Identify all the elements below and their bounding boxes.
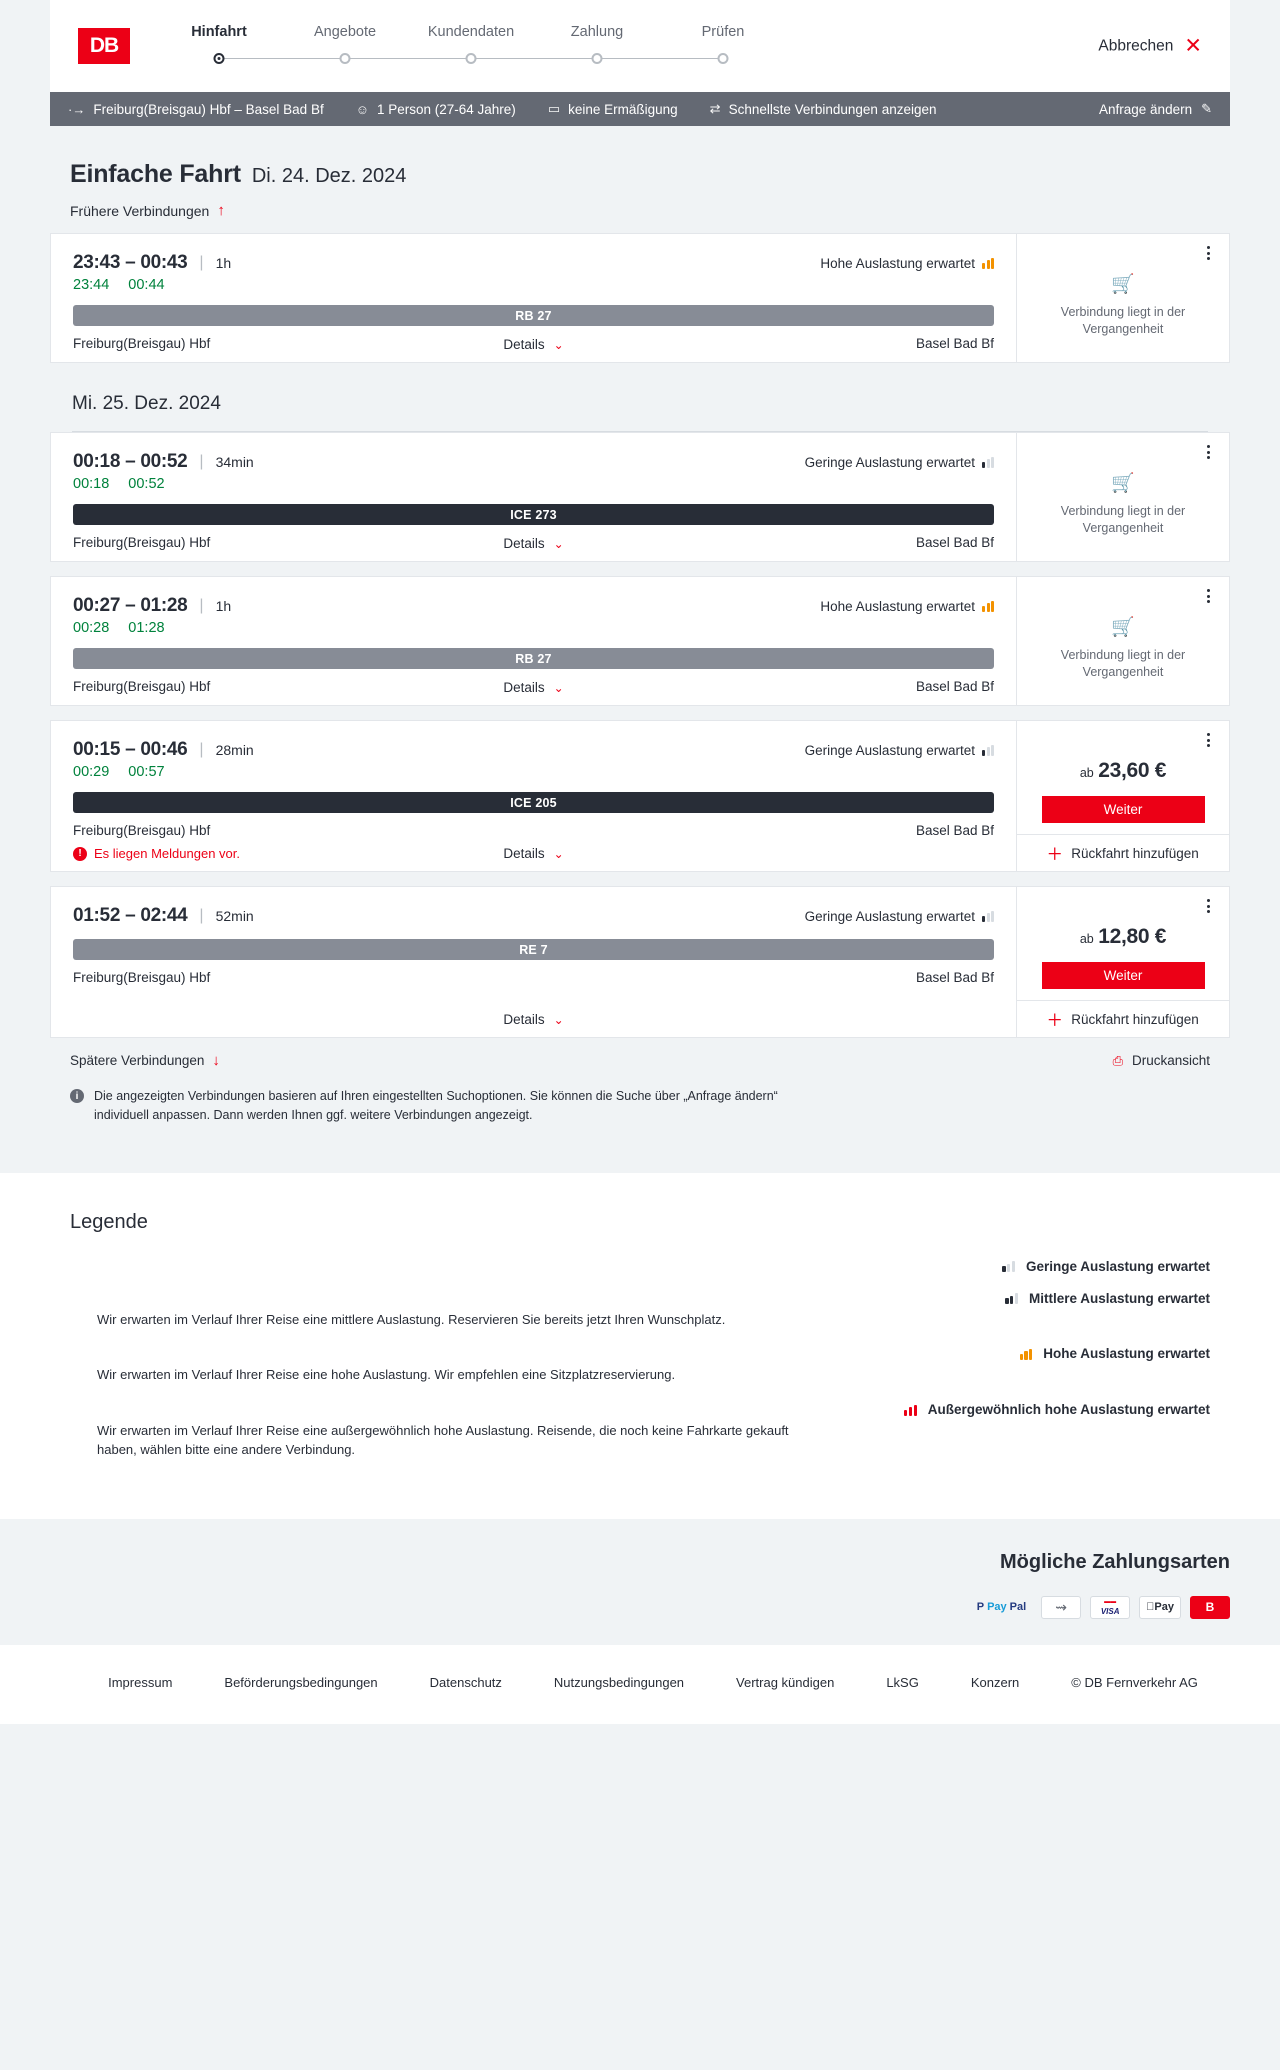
footer-link-datenschutz[interactable]: Datenschutz <box>429 1674 502 1690</box>
occupancy-bars-icon <box>982 911 994 922</box>
price-block <box>1042 759 1205 823</box>
query-option-label: Schnellste Verbindungen anzeigen <box>728 101 937 117</box>
connection-duration: 28min <box>215 742 254 758</box>
step-angebote[interactable] <box>282 24 408 75</box>
footer-region <box>0 1645 1280 1724</box>
arrow-down-icon: ↓ <box>212 1052 220 1069</box>
connection-card[interactable] <box>50 432 1230 562</box>
step-label: Prüfen <box>701 23 745 40</box>
legend-item-title: Hohe Auslastung erwartet <box>1043 1346 1210 1362</box>
connection-time: 23:43 – 00:43 <box>73 252 188 273</box>
connection-duration: 1h <box>215 255 232 271</box>
connection-card[interactable] <box>50 720 1230 872</box>
occupancy-bars-icon <box>1020 1348 1033 1360</box>
payment-region <box>0 1519 1280 1645</box>
legend-item-title: Mittlere Auslastung erwartet <box>1028 1290 1210 1306</box>
connection-time: 01:52 – 02:44 <box>73 905 188 926</box>
connection-details <box>51 721 1016 871</box>
occupancy-indicator <box>1005 1292 1018 1304</box>
change-query-button[interactable] <box>1099 101 1216 117</box>
change-query-label: Anfrage ändern <box>1099 101 1193 117</box>
visa-icon: ▬▬ VISA <box>1090 1596 1130 1619</box>
person-icon: ☺ <box>355 101 369 117</box>
station-from: Freiburg(Breisgau) Hbf <box>73 336 211 351</box>
chevron-down-icon: ⌄ <box>553 337 564 352</box>
legend-item <box>70 1402 1210 1460</box>
connection-duration: 34min <box>215 454 254 470</box>
legend-item-desc: Wir erwarten im Verlauf Ihrer Reise eine außergewöhnlich hohe Auslastung. Reisende, die noch keine Fahrkarte gekauft haben, wählen bitte eine andere Verbindung. <box>97 1423 789 1458</box>
connection-time: 00:27 – 01:28 <box>73 595 188 616</box>
info-icon: i <box>70 1089 84 1103</box>
progress-steps <box>156 24 786 75</box>
main-content <box>50 126 1230 1125</box>
chevron-down-icon: ⌄ <box>553 1012 564 1027</box>
payment-icons <box>971 1596 1230 1619</box>
search-note-text: Die angezeigten Verbindungen basieren auf Ihren eingestellten Suchoptionen. Sie können die Suche über „Anfrage ändern“ individuell anpassen. Dann werden Ihnen ggf. weitere Verbindungen angezeigt. <box>94 1089 778 1122</box>
legend-item-desc: Wir erwarten im Verlauf Ihrer Reise eine hohe Auslastung. Wir empfehlen eine Sitzplatzreservierung. <box>97 1367 676 1383</box>
occupancy-label: Hohe Auslastung erwartet <box>820 598 975 614</box>
occupancy-bars-icon <box>904 1404 917 1416</box>
query-route[interactable] <box>64 102 340 117</box>
actual-times <box>73 620 994 636</box>
query-passengers-label: 1 Person (27-64 Jahre) <box>376 101 516 117</box>
more-options-icon[interactable] <box>1199 244 1217 262</box>
train-badge: RE 7 <box>73 939 994 960</box>
occupancy-indicator <box>1020 1348 1033 1360</box>
filter-icon: ⇄ <box>709 101 721 116</box>
step-pruefen[interactable] <box>660 24 786 75</box>
footer-link-nutzungsbedingungen[interactable]: Nutzungsbedingungen <box>553 1674 685 1690</box>
step-label: Hinfahrt <box>191 23 247 40</box>
occupancy-bars-icon <box>1005 1292 1018 1304</box>
query-passengers[interactable] <box>340 102 532 117</box>
past-connection-notice <box>1033 272 1213 338</box>
details-label: Details <box>503 337 545 352</box>
station-to: Basel Bad Bf <box>915 535 994 550</box>
connection-card[interactable] <box>50 233 1230 363</box>
actual-times <box>73 764 994 780</box>
legend-region <box>0 1173 1280 1519</box>
step-label: Zahlung <box>570 23 624 40</box>
station-from: Freiburg(Breisgau) Hbf <box>73 679 211 694</box>
details-toggle[interactable] <box>51 680 1016 695</box>
print-view-label: Druckansicht <box>1131 1053 1210 1068</box>
add-return-trip-button[interactable] <box>1017 834 1229 871</box>
details-label: Details <box>503 536 545 551</box>
legend-item <box>70 1291 1210 1330</box>
details-label: Details <box>503 1012 545 1027</box>
earlier-connections-button[interactable] <box>50 202 1230 219</box>
price-prefix: ab <box>1079 932 1094 946</box>
connection-times: 01:52 – 02:44 | 52min Geringe Auslastung erwartet <box>73 905 994 927</box>
legend-item-title: Außergewöhnlich hohe Auslastung erwartet <box>927 1402 1210 1418</box>
day-divider <box>50 393 1230 432</box>
chevron-down-icon: ⌄ <box>553 846 564 861</box>
payment-methods <box>50 1551 1230 1619</box>
step-kundendaten[interactable] <box>408 24 534 75</box>
connection-time: 00:18 – 00:52 <box>73 451 188 472</box>
legend-item-desc: Wir erwarten im Verlauf Ihrer Reise eine mittlere Auslastung. Reservieren Sie bereits jetzt Ihren Wunschplatz. <box>97 1311 726 1327</box>
past-connection-notice <box>1033 471 1213 537</box>
print-view-button[interactable] <box>1113 1053 1210 1069</box>
actual-arrival: 00:57 <box>128 764 165 780</box>
occupancy-indicator <box>820 256 994 271</box>
actual-arrival: 00:52 <box>128 476 165 492</box>
legend-item <box>70 1259 1210 1274</box>
occupancy-indicator <box>805 455 994 470</box>
past-connection-text: Verbindung liegt in der Vergangenheit <box>1060 305 1186 336</box>
connection-message-label: Es liegen Meldungen vor. <box>94 846 240 861</box>
step-dot-icon <box>466 53 477 64</box>
chevron-down-icon: ⌄ <box>553 536 564 551</box>
query-discount-label: keine Ermäßigung <box>568 101 678 117</box>
actual-arrival: 01:28 <box>128 620 165 636</box>
station-to: Basel Bad Bf <box>915 823 994 838</box>
cart-disabled-icon: 🛒 <box>1111 617 1135 638</box>
occupancy-label: Geringe Auslastung erwartet <box>804 908 975 924</box>
price-value: 12,80 € <box>1098 925 1167 948</box>
occupancy-indicator <box>820 599 994 614</box>
occupancy-label: Hohe Auslastung erwartet <box>820 255 975 271</box>
occupancy-bars-icon <box>982 601 994 612</box>
train-badge: RB 27 <box>73 648 994 669</box>
connection-duration: 52min <box>215 908 254 924</box>
station-from: Freiburg(Breisgau) Hbf <box>73 970 211 985</box>
legend-title: Legende <box>70 1210 148 1233</box>
details-toggle[interactable] <box>51 536 1016 551</box>
connection-times: 00:27 – 01:28 | 1h Hohe Auslastung erwartet <box>73 595 994 617</box>
connection-times: 00:15 – 00:46 | 28min Geringe Auslastung erwartet <box>73 739 994 761</box>
legend-item <box>70 1346 1210 1385</box>
page-title-main: Einfache Fahrt <box>70 160 241 188</box>
connection-action-panel <box>1016 887 1229 1037</box>
station-from: Freiburg(Breisgau) Hbf <box>73 823 211 838</box>
page-title-date: Di. 24. Dez. 2024 <box>251 165 407 187</box>
past-connection-text: Verbindung liegt in der Vergangenheit <box>1060 504 1186 535</box>
step-zahlung[interactable] <box>534 24 660 75</box>
route-arrow-icon: ·→ <box>68 101 86 117</box>
close-icon: ✕ <box>1184 34 1202 58</box>
cart-disabled-icon: 🛒 <box>1111 473 1135 494</box>
card-icon: ▭ <box>547 101 561 116</box>
connection-details <box>51 234 1016 362</box>
connection-times: 23:43 – 00:43 | 1h Hohe Auslastung erwartet <box>73 252 994 274</box>
plus-icon: ＋ <box>1047 1011 1063 1029</box>
occupancy-indicator <box>904 1404 917 1416</box>
occupancy-bars-icon <box>982 745 994 756</box>
legend-item-title: Geringe Auslastung erwartet <box>1025 1258 1210 1274</box>
occupancy-indicator <box>1002 1260 1015 1272</box>
details-label: Details <box>503 680 545 695</box>
connection-times: 00:18 – 00:52 | 34min Geringe Auslastung erwartet <box>73 451 994 473</box>
bahn-bonus-icon: B <box>1190 1596 1230 1619</box>
connection-time: 00:15 – 00:46 <box>73 739 188 760</box>
step-dot-icon <box>592 53 603 64</box>
connection-card[interactable] <box>50 576 1230 706</box>
printer-icon: ⎙ <box>1112 1052 1123 1068</box>
arrow-up-icon: ↑ <box>217 202 225 219</box>
footer-links <box>0 1675 1280 1690</box>
search-note <box>50 1069 840 1125</box>
price-block <box>1042 925 1205 989</box>
station-to: Basel Bad Bf <box>915 970 994 985</box>
alert-icon: ! <box>73 847 87 861</box>
more-options-icon[interactable] <box>1199 443 1217 461</box>
station-from: Freiburg(Breisgau) Hbf <box>73 535 211 550</box>
connection-action-panel <box>1016 721 1229 871</box>
actual-departure: 00:29 <box>73 764 110 780</box>
connection-duration: 1h <box>215 598 232 614</box>
header-region <box>0 0 1280 92</box>
occupancy-indicator <box>805 909 994 924</box>
sepa-lastschrift-icon: ⇝ <box>1041 1596 1081 1619</box>
step-hinfahrt[interactable] <box>156 24 282 75</box>
footer-link-konzern[interactable]: Konzern <box>970 1674 1020 1690</box>
continue-button[interactable]: Weiter <box>1042 796 1205 823</box>
connection-details <box>51 887 1016 1037</box>
apple-pay-icon: Pay <box>1139 1596 1181 1619</box>
connection-details <box>51 433 1016 561</box>
cart-disabled-icon: 🛒 <box>1111 274 1135 295</box>
footer-copyright: © DB Fernverkehr AG <box>1071 1674 1198 1690</box>
more-options-icon[interactable] <box>1199 897 1217 915</box>
later-connections-label: Spätere Verbindungen <box>70 1053 205 1068</box>
connection-card[interactable] <box>50 886 1230 1038</box>
connection-action-panel <box>1016 433 1229 561</box>
add-return-trip-label: Rückfahrt hinzufügen <box>1071 1011 1199 1027</box>
earlier-connections-label: Frühere Verbindungen <box>70 202 210 219</box>
continue-button[interactable]: Weiter <box>1042 962 1205 989</box>
chevron-down-icon: ⌄ <box>553 680 564 695</box>
app-header <box>50 0 1230 92</box>
actual-times <box>73 476 994 492</box>
step-label: Angebote <box>313 23 377 40</box>
actual-departure: 23:44 <box>73 277 110 293</box>
train-badge: ICE 205 <box>73 792 994 813</box>
plus-icon: ＋ <box>1047 845 1063 863</box>
payment-title: Mögliche Zahlungsarten <box>999 1550 1230 1573</box>
footer-link-vertrag-kuendigen[interactable]: Vertrag kündigen <box>736 1674 835 1690</box>
connection-details <box>51 577 1016 705</box>
cancel-button[interactable] <box>1098 36 1202 57</box>
add-return-trip-label: Rückfahrt hinzufügen <box>1071 845 1199 861</box>
footer-link-befoerderungsbedingungen[interactable]: Beförderungsbedingungen <box>224 1674 378 1690</box>
query-summary-bar <box>50 92 1230 126</box>
more-options-icon[interactable] <box>1199 587 1217 605</box>
connection-action-panel <box>1016 234 1229 362</box>
stations-row <box>73 823 994 838</box>
past-connection-text: Verbindung liegt in der Vergangenheit <box>1060 648 1186 679</box>
day-divider-label: Mi. 25. Dez. 2024 <box>72 393 221 414</box>
actual-times <box>73 277 994 293</box>
more-options-icon[interactable] <box>1199 731 1217 749</box>
query-option[interactable] <box>694 101 953 117</box>
actual-departure: 00:18 <box>73 476 110 492</box>
details-toggle[interactable] <box>51 337 1016 352</box>
train-badge: ICE 273 <box>73 504 994 525</box>
actual-departure: 00:28 <box>73 620 110 636</box>
details-toggle[interactable] <box>51 846 1016 861</box>
station-to: Basel Bad Bf <box>915 336 994 351</box>
occupancy-bars-icon <box>1002 1260 1015 1272</box>
footer-link-impressum[interactable]: Impressum <box>108 1674 173 1690</box>
details-toggle[interactable] <box>51 1012 1016 1027</box>
add-return-trip-button[interactable] <box>1017 1000 1229 1037</box>
connection-action-panel <box>1016 577 1229 705</box>
page-title <box>50 160 1230 189</box>
step-dot-icon <box>340 53 351 64</box>
footer-link-lksg[interactable]: LkSG <box>886 1674 919 1690</box>
past-connection-notice <box>1033 615 1213 681</box>
occupancy-indicator <box>805 743 994 758</box>
paypal-icon: P Pay Pal <box>976 1601 1027 1614</box>
list-footer-actions <box>50 1052 1230 1069</box>
price-prefix: ab <box>1079 766 1094 780</box>
occupancy-bars-icon <box>982 457 994 468</box>
pencil-icon: ✎ <box>1201 101 1212 116</box>
occupancy-label: Geringe Auslastung erwartet <box>804 742 975 758</box>
station-to: Basel Bad Bf <box>915 679 994 694</box>
train-badge: RB 27 <box>73 305 994 326</box>
db-logo[interactable]: DB <box>78 28 130 64</box>
step-dot-icon <box>214 53 225 64</box>
occupancy-bars-icon <box>982 258 994 269</box>
price-value: 23,60 € <box>1098 759 1167 782</box>
step-dot-icon <box>718 53 729 64</box>
legend <box>70 1211 1210 1460</box>
occupancy-label: Geringe Auslastung erwartet <box>804 454 975 470</box>
details-label: Details <box>503 846 545 861</box>
actual-arrival: 00:44 <box>128 277 165 293</box>
step-label: Kundendaten <box>427 23 515 40</box>
query-discount[interactable] <box>532 101 694 117</box>
cancel-label: Abbrechen <box>1098 37 1174 54</box>
later-connections-button[interactable] <box>70 1052 220 1069</box>
stations-row <box>73 970 994 985</box>
query-route-label: Freiburg(Breisgau) Hbf – Basel Bad Bf <box>93 101 324 117</box>
